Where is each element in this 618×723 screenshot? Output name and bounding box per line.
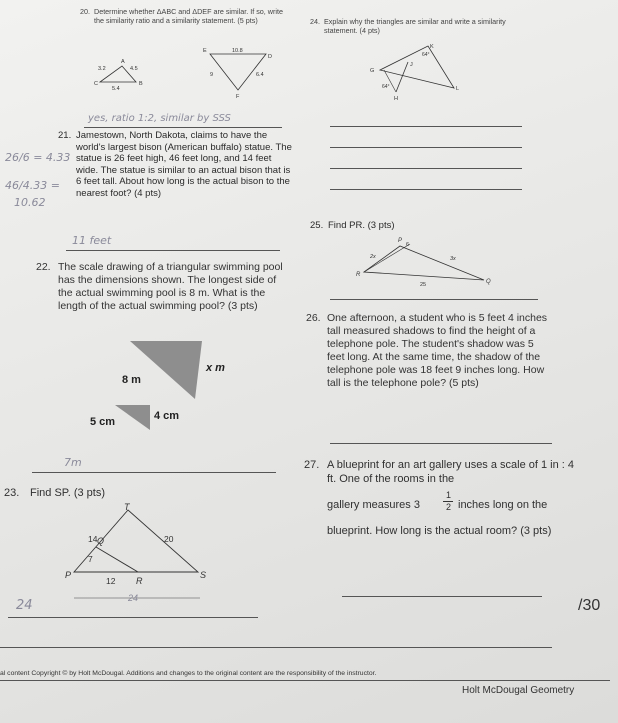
q27-text-b-post: inches long on the <box>458 499 548 511</box>
q20-figure <box>90 44 280 102</box>
footer-copyright: al content Copyright © by Holt McDougal. Additions and changes to the original content are the responsibility of the instructor. <box>0 670 377 677</box>
footer-top-rule <box>0 647 552 648</box>
q24-line-1 <box>330 126 522 127</box>
q21-work-2: 46/4.33 = <box>5 179 60 192</box>
q20-label-ef: 9 <box>210 72 214 78</box>
q20-label-a: A <box>121 59 125 65</box>
q20-answer-line <box>84 127 282 128</box>
q22-label-big-right: x m <box>206 362 225 374</box>
q23-label-t: T <box>124 502 130 512</box>
footer-publisher: Holt McDougal Geometry <box>462 685 575 696</box>
q20-answer: yes, ratio 1:2, similar by SSS <box>88 113 231 124</box>
q22-label-big-left: 8 m <box>122 374 141 386</box>
q20-number: 20. <box>80 7 90 16</box>
q20-label-de: 10.8 <box>232 48 243 54</box>
q26-number: 26. <box>306 312 321 324</box>
q23-label-r: R <box>136 576 143 586</box>
q23-number: 23. <box>4 487 20 499</box>
q24-label-h: H <box>394 96 398 102</box>
q20-label-b: B <box>139 81 143 87</box>
q23-label-seven: 7 <box>88 554 93 564</box>
q27-text-c: blueprint. How long is the actual room? (3 pts) <box>327 525 552 537</box>
q23-text: Find SP. (3 pts) <box>30 487 105 499</box>
q26-text: One afternoon, a student who is 5 feet 4 inches tall measured shadows to find the height of a telephone pole. The student's shadow was 5 feet long. At the same time, the shadow of the telephone pole was 18 feet 9 inches long. How tall is the telephone pole? (5 pts) <box>327 312 548 389</box>
q22-label-small-right: 4 cm <box>154 410 180 422</box>
q27-text-a: A blueprint for an art gallery uses a scale of 1 in : 4 ft. One of the rooms in the <box>327 459 575 486</box>
q20-label-d: D <box>268 54 272 60</box>
q22-answer-line <box>32 472 276 473</box>
q24-label-angle-top: 64° <box>422 52 430 58</box>
q27-text-b-pre: gallery measures 3 <box>327 499 420 511</box>
score-total: /30 <box>578 597 601 614</box>
q27-frac-num: 1 <box>446 490 452 500</box>
q20-text: Determine whether ΔABC and ΔDEF are similar. If so, write the similarity ratio and a similarity statement. (5 pts) <box>94 7 283 25</box>
q23-label-total: 24 <box>128 593 139 603</box>
q23-label-qt: 20 <box>164 534 174 544</box>
q21-answer-line <box>66 250 280 251</box>
q21-work-3: 10.62 <box>14 196 46 209</box>
q25-label-base: 25 <box>420 282 427 288</box>
q24-label-j: J <box>410 62 413 68</box>
q22-label-small-bottom: 5 cm <box>90 416 116 428</box>
q20-label-ab: 4.5 <box>130 66 138 72</box>
q23-answer: 24 <box>16 598 33 613</box>
q25-figure <box>340 232 490 290</box>
q22-answer: 7m <box>64 456 82 469</box>
footer-rule <box>0 680 610 681</box>
q24-number: 24. <box>310 17 320 26</box>
q23-label-p: P <box>65 570 72 580</box>
q22-figure <box>90 335 260 445</box>
q27-answer-line <box>342 596 542 597</box>
q24-label-l: L <box>456 86 460 92</box>
q27-frac-den: 2 <box>446 502 452 512</box>
q20-label-df: 6.4 <box>256 72 264 78</box>
q26-answer-line <box>330 443 552 444</box>
q20-label-bc: 5.4 <box>112 86 120 92</box>
q24-line-2 <box>330 147 522 148</box>
q20-label-e: E <box>203 48 207 54</box>
q21-number: 21. <box>58 130 72 141</box>
q23-figure <box>60 502 220 602</box>
q24-label-g: G <box>370 68 375 74</box>
q27-number: 27. <box>304 459 320 471</box>
q20-label-f: F <box>236 94 240 100</box>
q22-number: 22. <box>36 261 51 273</box>
q20-label-c: C <box>94 81 98 87</box>
q25-text: Find PR. (3 pts) <box>328 220 395 231</box>
q21-text: Jamestown, North Dakota, claims to have the world's largest bison (American buffalo) statue. The statue is 26 feet high, 46 feet long, and 14 feet wide. The statue is similar to an actual bison that is 6 feet tall. About how long is the actual bison to the nearest foot? (4 pts) <box>76 130 292 199</box>
q24-text: Explain why the triangles are similar and write a similarity statement. (4 pts) <box>324 17 506 35</box>
q24-line-3 <box>330 168 522 169</box>
q24-label-k: K <box>430 44 434 50</box>
q25-label-q: Q <box>486 279 491 285</box>
q25-label-twox: 2x <box>370 254 376 260</box>
q24-label-angle-left: 64° <box>382 84 390 90</box>
q23-answer-line <box>8 617 258 618</box>
q20-label-ac: 3.2 <box>98 66 106 72</box>
q22-text: The scale drawing of a triangular swimming pool has the dimensions shown. The longest side of the actual swimming pool is 8 m. What is the length of the actual swimming pool? (3 pts) <box>58 261 283 312</box>
q24-figure <box>360 40 470 102</box>
q23-label-pr: 12 <box>106 576 116 586</box>
q24-line-4 <box>330 189 522 190</box>
q25-label-six: 6 <box>406 242 410 248</box>
q25-label-threex: 3x <box>450 256 456 262</box>
q23-label-s: S <box>200 570 207 580</box>
q21-work-1: 26/6 = 4.33 <box>5 151 71 164</box>
q23-label-pq: 14 <box>88 534 98 544</box>
q21-answer: 11 feet <box>72 234 112 247</box>
q25-number: 25. <box>310 220 324 231</box>
q23-label-q: Q <box>97 536 105 546</box>
q25-label-p: P <box>398 238 403 244</box>
q25-answer-line <box>330 299 538 300</box>
q25-label-r: R <box>356 272 361 278</box>
